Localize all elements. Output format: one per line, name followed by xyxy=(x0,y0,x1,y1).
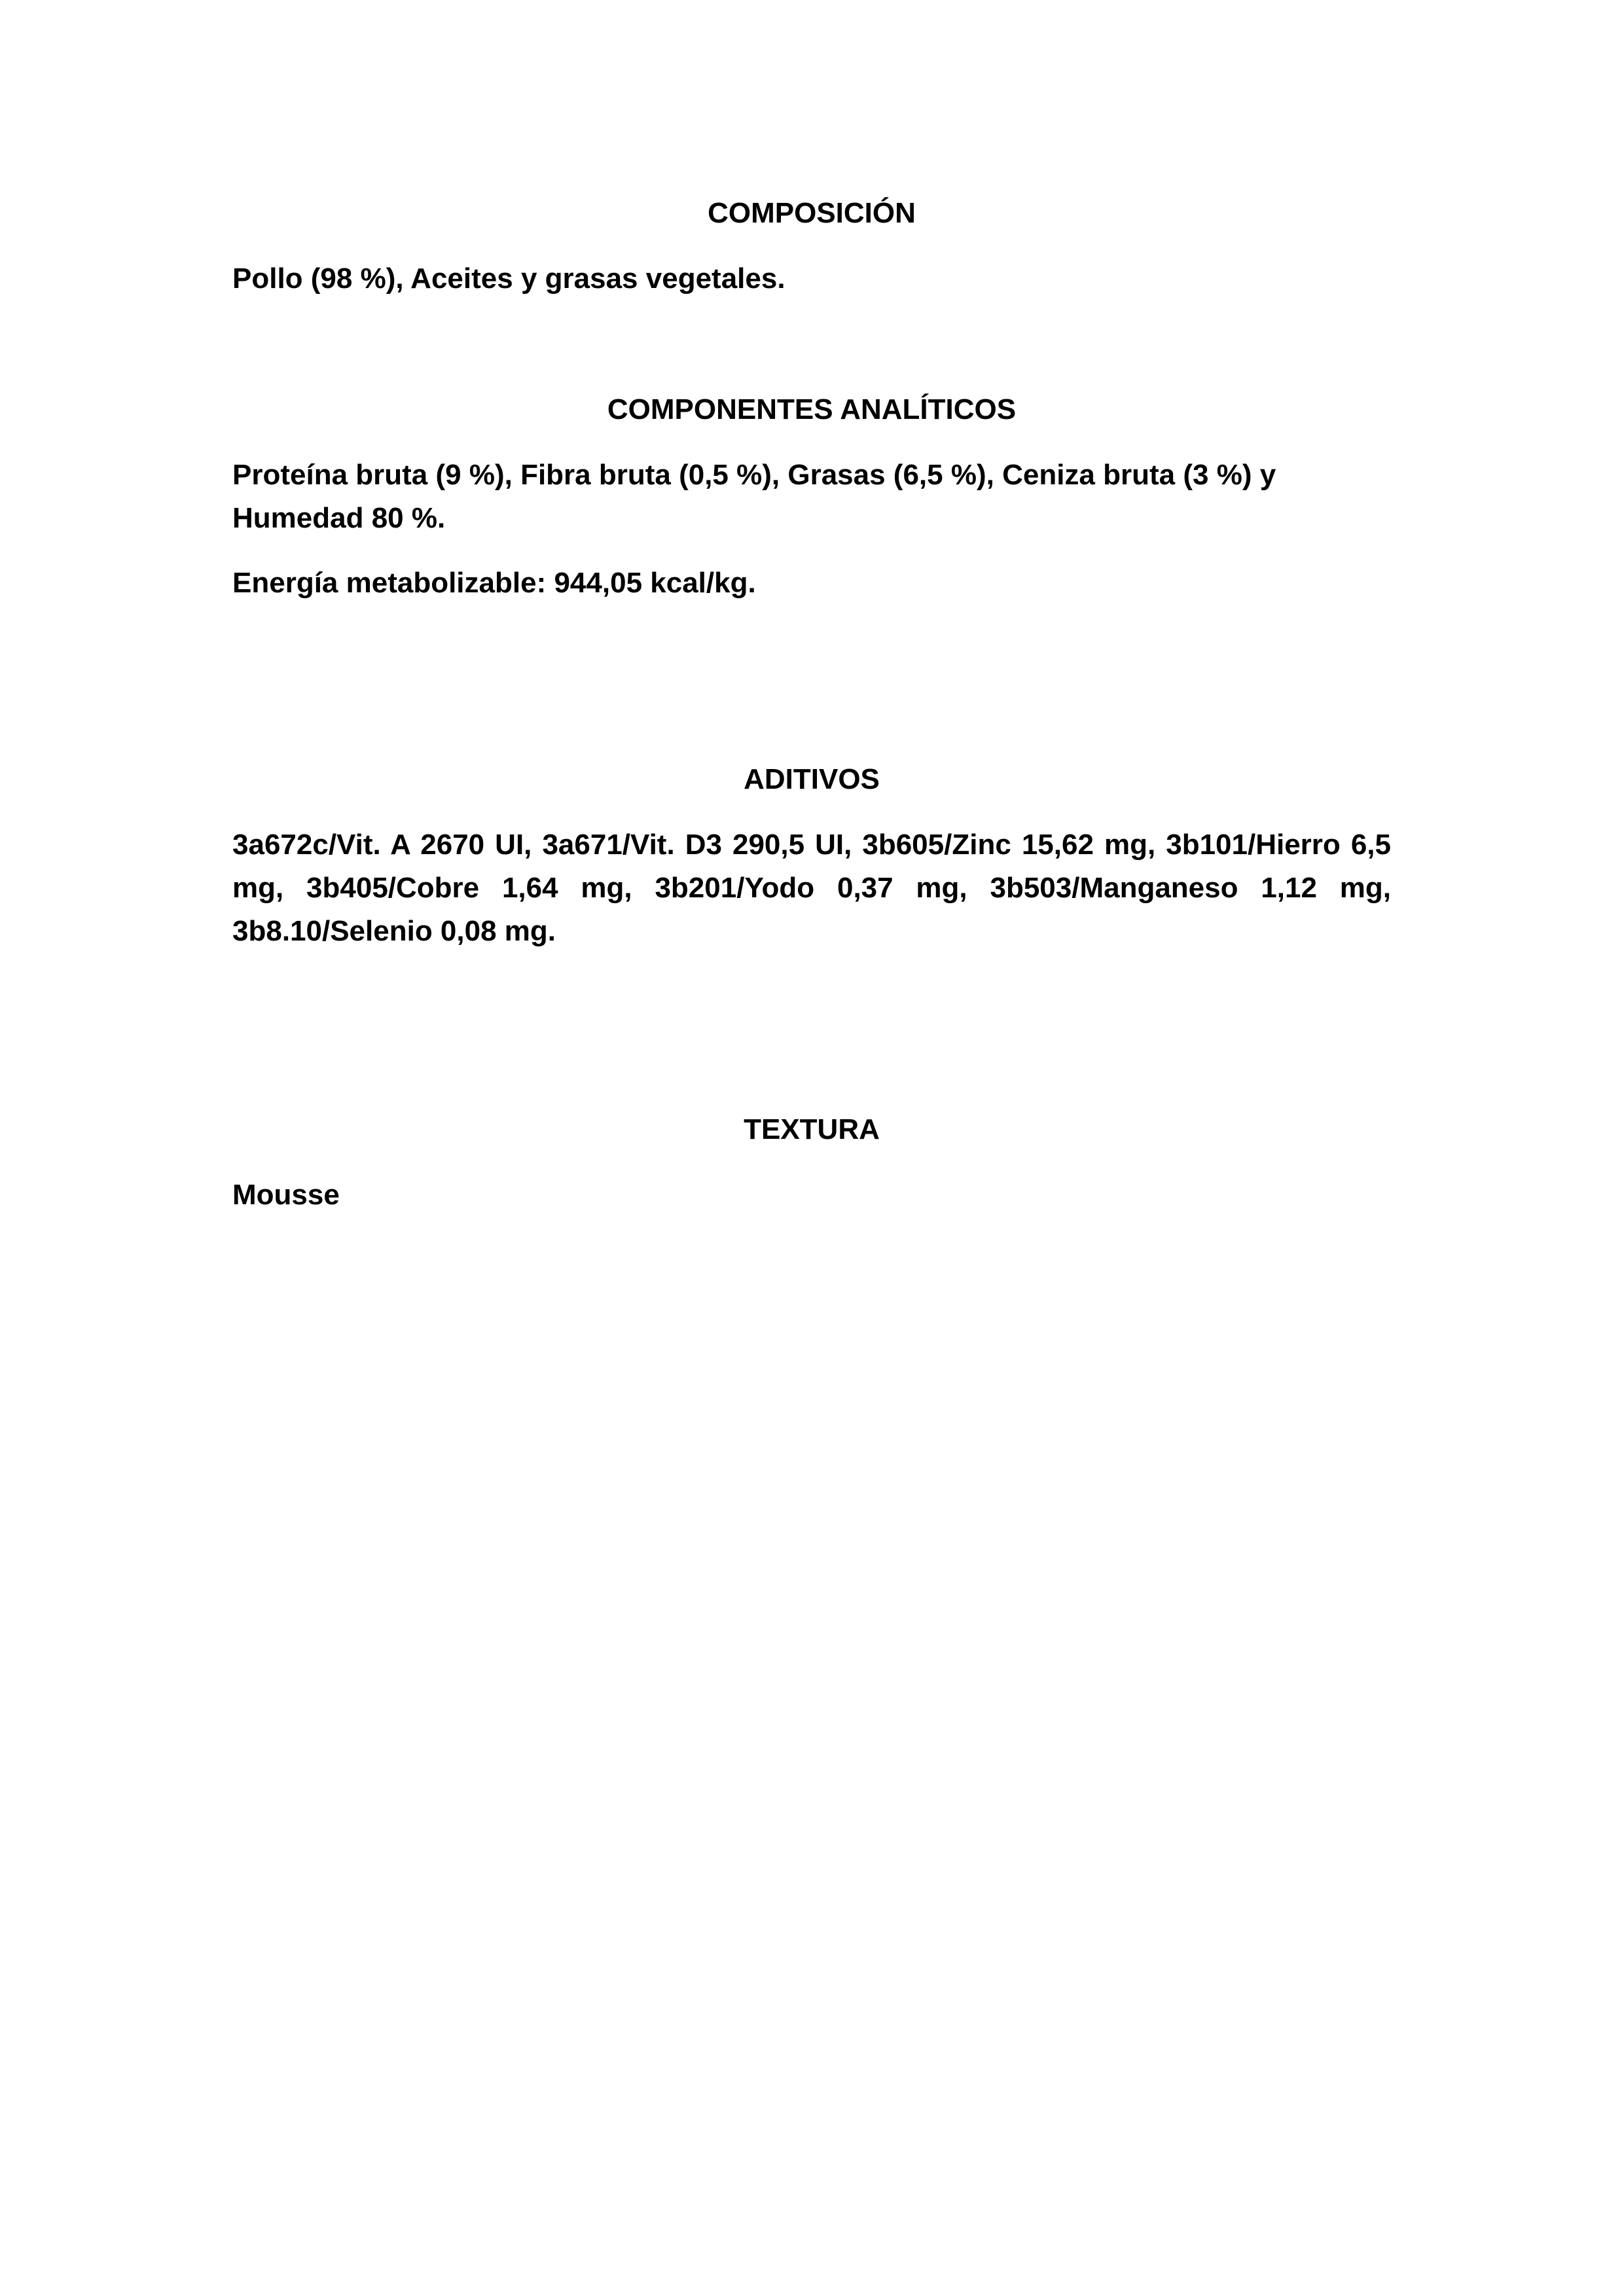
componentes-analiticos-text: Proteína bruta (9 %), Fibra bruta (0,5 %), Grasas (6,5 %), Ceniza bruta (3 %) y Humedad 80 %. xyxy=(232,459,1276,534)
aditivos-text: 3a672c/Vit. A 2670 UI, 3a671/Vit. D3 290,5 UI, 3b605/Zinc 15,62 mg, 3b101/Hierro 6,5 mg, 3b405/Cobre 1,64 mg, 3b201/Yodo 0,37 mg, 3b503/Manganeso 1,12 mg, 3b8.10/Selenio 0,08 mg. xyxy=(232,829,1391,947)
componentes-analiticos-heading: COMPONENTES ANALÍTICOS xyxy=(607,393,1017,425)
aditivos-heading: ADITIVOS xyxy=(744,763,880,795)
energia-metabolizable-text: Energía metabolizable: 944,05 kcal/kg. xyxy=(232,567,756,599)
textura-heading: TEXTURA xyxy=(744,1113,880,1145)
composicion-heading: COMPOSICIÓN xyxy=(708,197,916,229)
textura-text: Mousse xyxy=(232,1179,340,1211)
composicion-text: Pollo (98 %), Aceites y grasas vegetales. xyxy=(232,262,785,295)
